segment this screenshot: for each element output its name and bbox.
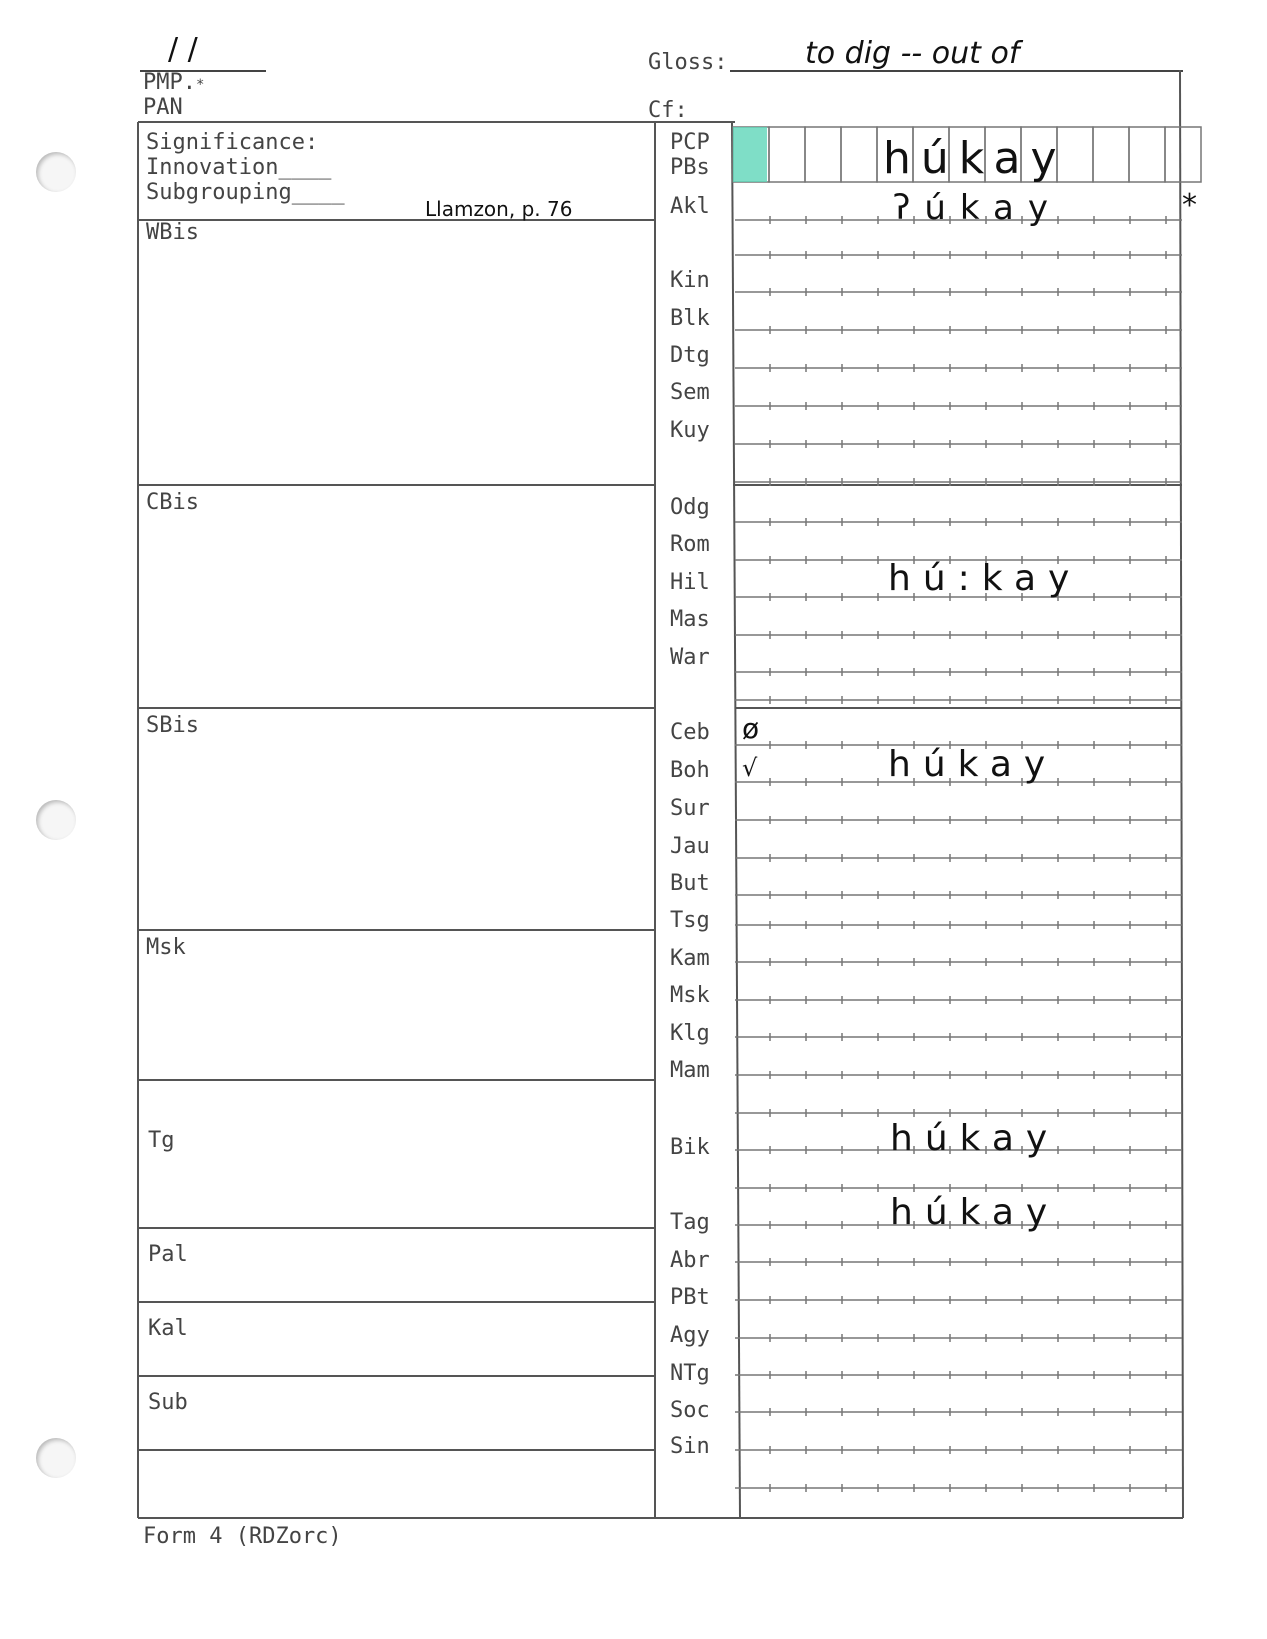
language-code-jau: Jau <box>670 834 710 859</box>
language-code-kin: Kin <box>670 268 710 293</box>
language-code-kam: Kam <box>670 946 710 971</box>
entry-pbs: húkay <box>883 133 1067 184</box>
pan-label: PAN <box>143 95 183 120</box>
entry-tag: húkay <box>890 1192 1060 1233</box>
language-code-tag: Tag <box>670 1210 710 1235</box>
language-code-dtg: Dtg <box>670 343 710 368</box>
language-code-blk: Blk <box>670 306 710 331</box>
group-tg: Tg <box>148 1128 175 1153</box>
group-kal: Kal <box>148 1316 188 1341</box>
entry-akl-star: * <box>1182 188 1197 223</box>
language-code-mam: Mam <box>670 1058 710 1083</box>
entry-bik: húkay <box>890 1118 1060 1159</box>
language-code-ntg: NTg <box>670 1361 710 1386</box>
language-code-msk: Msk <box>670 983 710 1008</box>
language-code-rom: Rom <box>670 532 710 557</box>
language-code-sur: Sur <box>670 796 710 821</box>
form-footer: Form 4 (RDZorc) <box>143 1524 342 1549</box>
group-msk: Msk <box>146 935 186 960</box>
language-code-sem: Sem <box>670 380 710 405</box>
language-code-soc: Soc <box>670 1398 710 1423</box>
pmp-label: PMP.* <box>143 70 205 95</box>
language-code-klg: Klg <box>670 1021 710 1046</box>
language-code-odg: Odg <box>670 495 710 520</box>
source-note: Llamzon, p. 76 <box>425 197 573 221</box>
entry-boh: húkay <box>888 744 1058 785</box>
language-code-pbs: PBs <box>670 155 710 180</box>
entry-akl: ʔúkay <box>893 188 1062 228</box>
language-code-ceb: Ceb <box>670 720 710 745</box>
pmp-star: * <box>195 77 205 93</box>
group-pal: Pal <box>148 1242 188 1267</box>
language-code-kuy: Kuy <box>670 418 710 443</box>
language-code-sin: Sin <box>670 1434 710 1459</box>
innovation-label: Innovation____ <box>146 155 332 180</box>
language-code-but: But <box>670 871 710 896</box>
language-code-hil: Hil <box>670 570 710 595</box>
language-code-tsg: Tsg <box>670 908 710 933</box>
group-cbis: CBis <box>146 490 199 515</box>
entry-ceb-mark: ø <box>742 712 760 745</box>
gloss-value: to dig -- out of <box>805 36 1020 71</box>
group-sbis: SBis <box>146 713 199 738</box>
group-sub: Sub <box>148 1390 188 1415</box>
group-wbis: WBis <box>146 220 199 245</box>
language-code-agy: Agy <box>670 1323 710 1348</box>
language-code-boh: Boh <box>670 758 710 783</box>
pmp-marks: / / <box>168 32 198 67</box>
language-code-abr: Abr <box>670 1248 710 1273</box>
language-code-pcp: PCP <box>670 130 710 155</box>
entry-boh-mark: √ <box>742 754 758 782</box>
language-code-pbt: PBt <box>670 1285 710 1310</box>
language-code-mas: Mas <box>670 607 710 632</box>
subgrouping-label: Subgrouping____ <box>146 180 345 205</box>
cf-label: Cf: <box>648 98 688 123</box>
significance-label: Significance: <box>146 130 319 155</box>
entry-hil: hú:kay <box>888 558 1082 599</box>
highlight-marker <box>733 127 767 182</box>
gloss-label: Gloss: <box>648 50 728 75</box>
language-code-bik: Bik <box>670 1135 710 1160</box>
language-code-war: War <box>670 645 710 670</box>
language-code-akl: Akl <box>670 194 710 219</box>
